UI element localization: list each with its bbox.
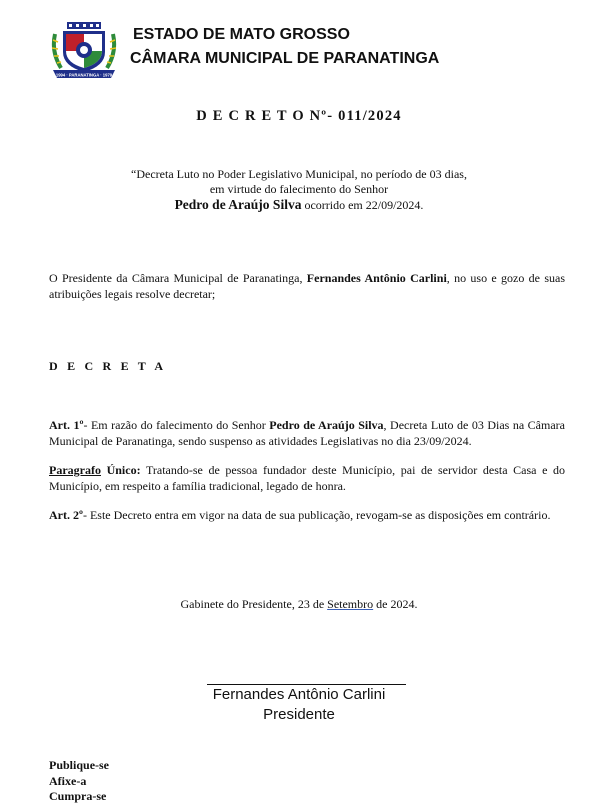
decree-title-prefix: D E C R E T O (196, 108, 305, 124)
president-name: Fernandes Antônio Carlini (306, 271, 447, 285)
closing-text-1: Gabinete do Presidente, 23 de (180, 597, 328, 611)
intro-text-1: O Presidente da Câmara Municipal de Paranatinga, (49, 271, 307, 285)
signatory-name: Fernandes Antônio Carlini (212, 686, 386, 703)
summary-line-3-rest: ocorrido em 22/09/2024. (301, 198, 424, 212)
footer-afixe: Afixe-a (49, 774, 87, 788)
summary-line-3 (0, 197, 598, 213)
deceased-name: Pedro de Araújo Silva (174, 197, 302, 212)
article-2 (49, 508, 565, 524)
paragraph-label-underlined: Paragrafo (49, 463, 101, 477)
header-state: ESTADO DE MATO GROSSO (133, 26, 350, 43)
closing-date-line (0, 597, 598, 612)
article-1-label: Art. 1º (49, 418, 84, 432)
article-1 (49, 418, 565, 449)
footer-publique: Publique-se (49, 758, 110, 772)
article-2-text: - Este Decreto entra em vigor na data de sua publicação, revogam-se as disposições em contrário. (82, 508, 551, 522)
summary-line-2: em virtude do falecimento do Senhor (209, 182, 389, 196)
closing-month: Setembro (327, 597, 374, 611)
header-chamber: CÂMARA MUNICIPAL DE PARANATINGA (130, 50, 440, 67)
footer-cumpra: Cumpra-se (49, 789, 107, 803)
summary-line-1: “Decreta Luto no Poder Legislativo Municipal, no período de 03 dias, (131, 167, 467, 181)
intro-paragraph (49, 271, 565, 302)
decreta-heading: D E C R E T A (49, 359, 167, 373)
svg-text:1994 · PARANATINGA · 1979: 1994 · PARANATINGA · 1979 (55, 72, 113, 78)
decree-title (0, 108, 598, 125)
municipal-crest-logo (49, 20, 119, 82)
paragraph-text: Tratando-se de pessoa fundador deste Município, pai de servidor desta Casa e do Município, em respeito a família tradicional, legado de honra. (49, 463, 566, 493)
article-2-label: Art. 2º (49, 508, 83, 522)
article-1-text-2: , Decreta Luto de 03 Dias na Câmara Municipal de Paranatinga, sendo suspenso as atividades Legislativas no dia 23/09/2024. (49, 418, 565, 448)
signature-line (207, 684, 406, 685)
article-1-text-1: - Em razão do falecimento do Senhor (83, 418, 270, 432)
closing-text-2: de 2024. (373, 597, 418, 611)
signatory-role: Presidente (263, 706, 335, 723)
decree-title-number: Nº- 011/2024 (309, 108, 402, 124)
article-1-name: Pedro de Araújo Silva (269, 418, 384, 432)
intro-text-2: , no uso e gozo de suas atribuições legais resolve decretar; (49, 271, 565, 301)
sole-paragraph (49, 463, 565, 494)
paragraph-label-rest: Único: (100, 463, 141, 477)
